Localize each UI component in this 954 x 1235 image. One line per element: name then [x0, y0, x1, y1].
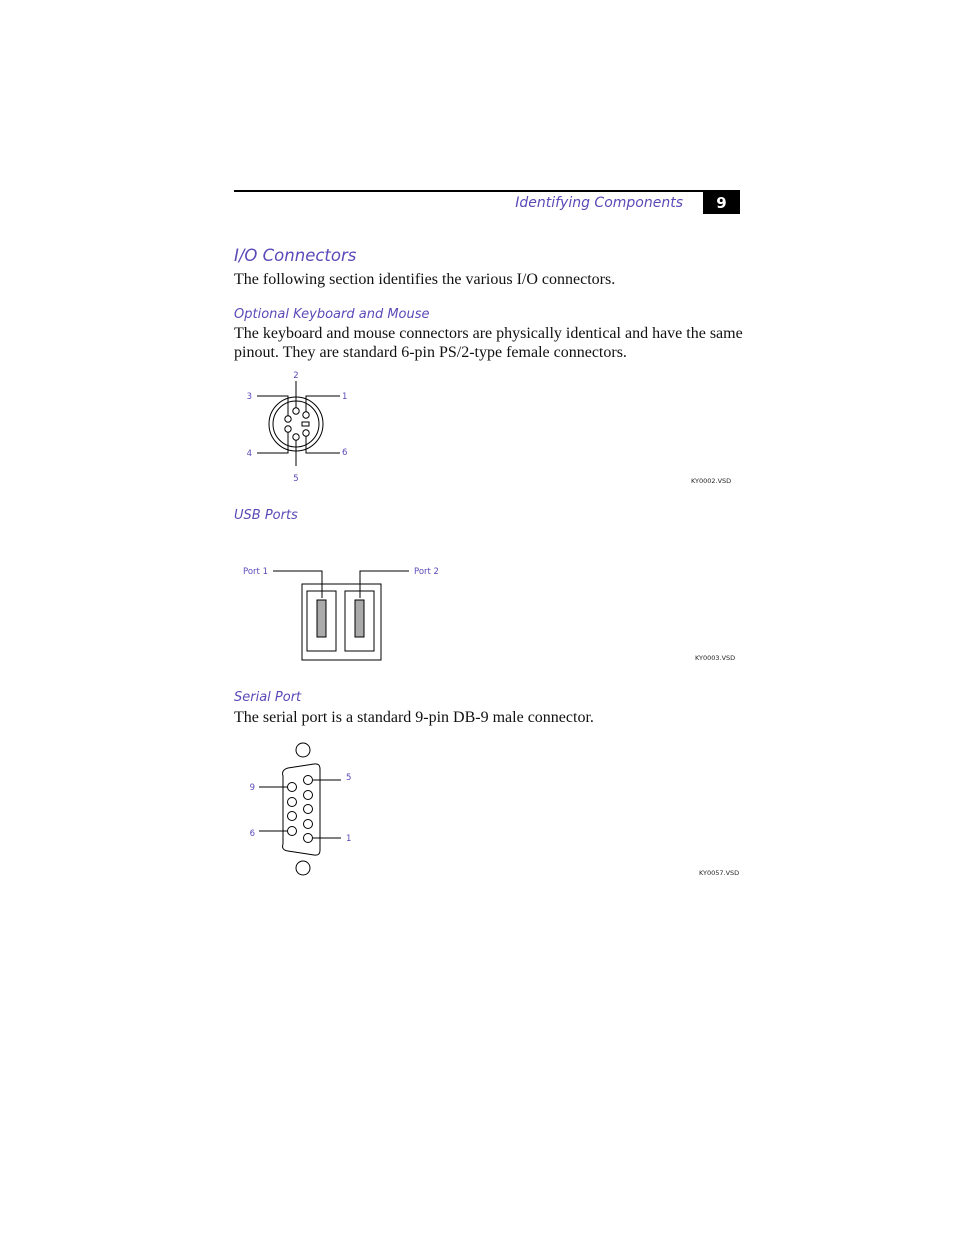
- keyboard-mouse-text: The keyboard and mouse connectors are physically identical and have the same pinout. They are standard 6-pin PS/2-type female connectors.: [234, 325, 743, 361]
- page-number: 9: [703, 192, 740, 214]
- ps2-pin-5-label: 5: [293, 474, 299, 484]
- db9-pin-6-label: 6: [249, 829, 255, 839]
- db9-figure-filename: KY0057.VSD: [699, 869, 740, 877]
- usb-heading: USB Ports: [234, 508, 298, 523]
- usb-figure-filename: KY0003.VSD: [695, 654, 736, 662]
- db9-pin-9-label: 9: [249, 783, 255, 793]
- keyboard-mouse-heading: Optional Keyboard and Mouse: [234, 307, 430, 322]
- serial-heading: Serial Port: [234, 690, 302, 705]
- usb-ports-diagram: [273, 571, 409, 660]
- ps2-figure-filename: KY0002.VSD: [691, 477, 732, 485]
- section-title: I/O Connectors: [234, 246, 357, 265]
- ps2-pin-6-label: 6: [342, 448, 348, 458]
- usb-port-2-label: Port 2: [414, 567, 439, 577]
- serial-text: The serial port is a standard 9-pin DB-9 male connector.: [234, 709, 594, 726]
- running-title: Identifying Components: [515, 195, 683, 211]
- usb-port-1-label: Port 1: [243, 567, 268, 577]
- ps2-pin-1-label: 1: [342, 392, 348, 402]
- db9-pin-1-label: 1: [346, 834, 352, 844]
- db9-pin-5-label: 5: [346, 773, 352, 783]
- ps2-pin-3-label: 3: [246, 392, 252, 402]
- db9-connector-diagram: [259, 743, 341, 875]
- ps2-connector-diagram: [257, 381, 340, 466]
- section-intro: The following section identifies the various I/O connectors.: [234, 271, 616, 288]
- ps2-pin-4-label: 4: [246, 449, 252, 459]
- ps2-pin-2-label: 2: [293, 371, 299, 381]
